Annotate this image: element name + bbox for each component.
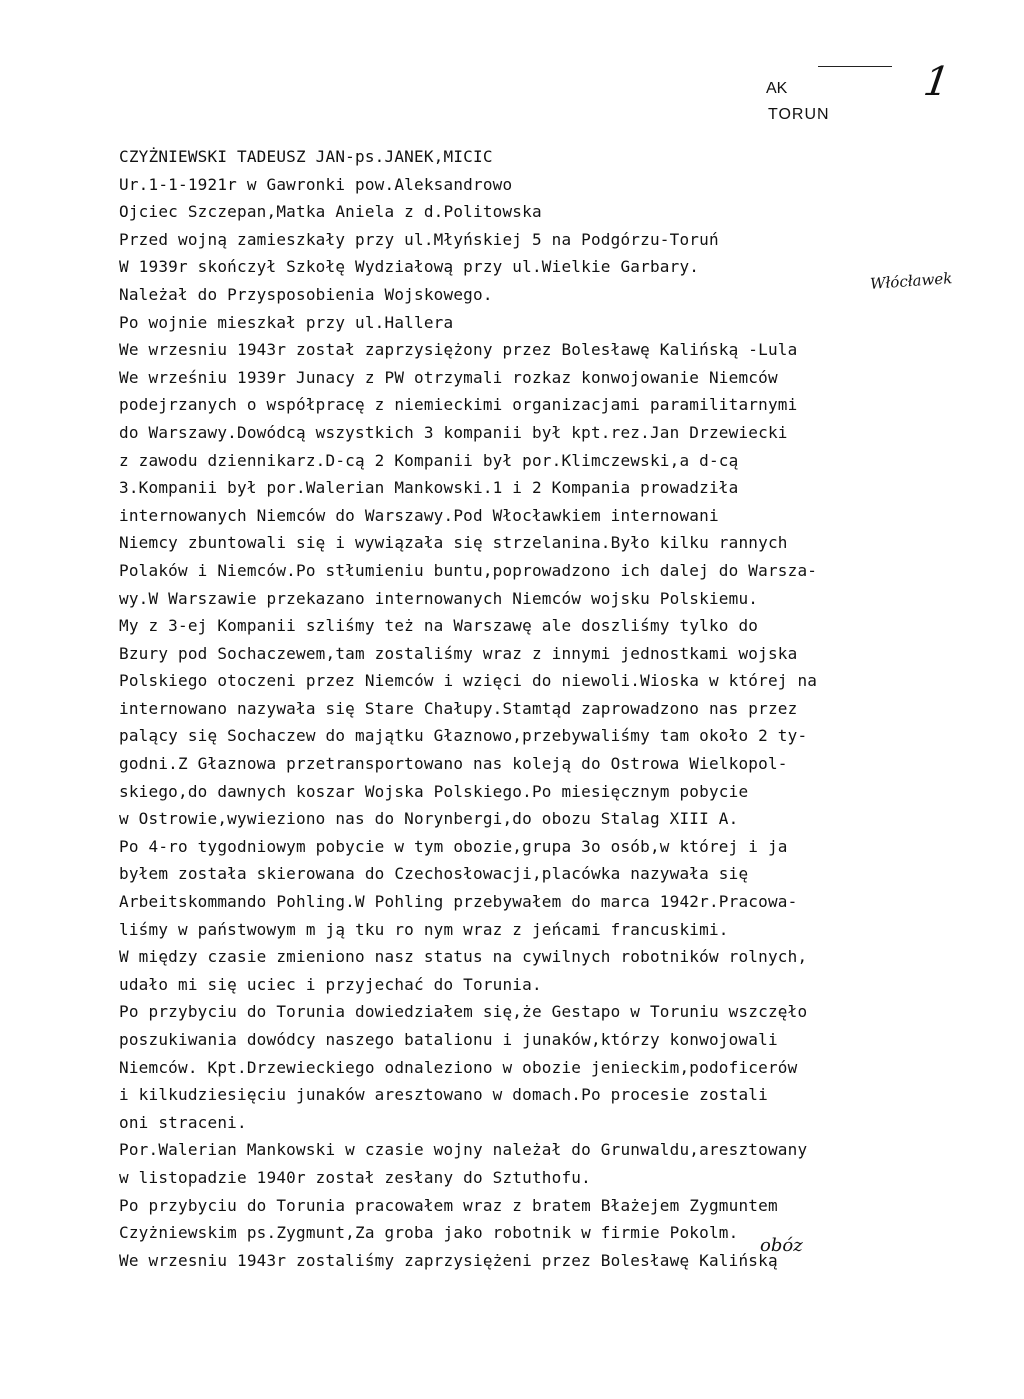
text-line: Polaków i Niemców.Po stłumieniu buntu,poprowadzono ich dalej do Warsza- [119,560,818,580]
text-line: godni.Z Głaznowa przetransportowano nas koleją do Ostrowa Wielkopol- [119,754,788,774]
text-line: 3.Kompanii był por.Walerian Mankowski.1 i 2 Kompania prowadziła [119,478,739,498]
text-line: Czyżniewskim ps.Zygmunt,Za groba jako robotnik w firmie Pokolm. [119,1223,739,1243]
text-line: poszukiwania dowódcy naszego batalionu i junaków,którzy konwojowali [119,1030,778,1049]
text-line: Po wojnie mieszkał przy ul.Hallera [119,312,454,332]
archive-mark: AK [766,80,788,97]
text-line: Bzury pod Sochaczewem,tam zostaliśmy wraz z innymi jednostkami wojska [119,643,798,663]
text-line: palący się Sochaczew do majątku Głaznowo,przebywaliśmy tam około 2 ty- [119,726,808,746]
text-line: W między czasie zmieniono nasz status na cywilnych robotników rolnych, [119,947,808,967]
text-line: Po przybyciu do Torunia pracowałem wraz z bratem Błażejem Zygmuntem [119,1195,778,1215]
archive-location: TORUN [768,106,830,123]
text-line: w listopadzie 1940r został zesłany do Sztuthofu. [119,1167,591,1187]
text-line: udało mi się uciec i przyjechać do Torunia. [119,974,542,994]
text-line: My z 3-ej Kompanii szliśmy też na Warszawę ale doszliśmy tylko do [119,616,759,636]
text-line: Po 4-ro tygodniowym pobycie w tym obozie,grupa 3o osób,w której i ja [119,836,788,856]
text-line: internowano nazywała się Stare Chałupy.Stamtąd zaprowadzono nas przez [119,698,798,718]
text-line: Por.Walerian Mankowski w czasie wojny należał do Grunwaldu,aresztowany [119,1140,808,1160]
text-line: Niemcy zbuntowali się i wywiązała się strzelanina.Było kilku rannych [119,533,788,553]
text-line: z zawodu dziennikarz.D-cą 2 Kompanii był por.Klimczewski,a d-cą [119,450,739,470]
handwritten-inline-note: obóz [760,1235,803,1256]
text-line: Ur.1-1-1921r w Gawronki pow.Aleksandrowo [119,174,513,194]
text-line: We wrzesniu 1943r zostaliśmy zaprzysiężeni przez Bolesławę Kalińską [119,1250,778,1270]
text-line: Polskiego otoczeni przez Niemców i wzięci do niewoli.Wioska w której na [119,671,818,691]
text-line: w Ostrowie,wywieziono nas do Norynbergi,do obozu Stalag XIII A. [119,809,739,829]
page-number: 1 [920,59,953,105]
text-line: byłem została skierowana do Czechosłowacji,placówka nazywała się [119,864,749,884]
text-line: Ojciec Szczepan,Matka Aniela z d.Politowska [119,202,542,222]
text-line: Po przybyciu do Torunia dowiedziałem się,że Gestapo w Toruniu wszczęło [119,1002,808,1022]
text-line: oni straceni. [119,1112,247,1132]
text-line: Należał do Przysposobienia Wojskowego. [119,284,493,304]
text-line: Przed wojną zamieszkały przy ul.Młyńskiej 5 na Podgórzu-Toruń [119,229,719,249]
handwritten-margin-note: Włócławek [869,269,953,293]
typed-testimony [119,143,979,1274]
text-line: do Warszawy.Dowódcą wszystkich 3 kompanii był kpt.rez.Jan Drzewiecki [119,422,788,442]
text-line: We wrześniu 1939r Junacy z PW otrzymali rozkaz konwojowanie Niemców [119,367,778,387]
text-line: Niemców. Kpt.Drzewieckiego odnaleziono w obozie jenieckim,podoficerów [119,1057,798,1077]
text-line: Arbeitskommando Pohling.W Pohling przebywałem do marca 1942r.Pracowa- [119,892,798,912]
text-line: skiego,do dawnych koszar Wojska Polskiego.Po miesięcznym pobycie [119,781,749,801]
text-line: internowanych Niemców do Warszawy.Pod Włocławkiem internowani [119,505,719,525]
text-line: liśmy w państwowym m ją tku ro nym wraz z jeńcami francuskimi. [119,919,729,939]
text-line: podejrzanych o współpracę z niemieckimi organizacjami paramilitarnymi [119,395,798,415]
text-line: W 1939r skończył Szkołę Wydziałową przy ul.Wielkie Garbary. [119,257,700,277]
text-line: i kilkudziesięciu junaków aresztowano w domach.Po procesie zostali [119,1085,768,1105]
text-line: CZYŻNIEWSKI TADEUSZ JAN-ps.JANEK,MICIC [119,147,493,166]
text-line: We wrzesniu 1943r został zaprzysiężony przez Bolesławę Kalińską -Lula [119,340,798,360]
text-line: wy.W Warszawie przekazano internowanych Niemców wojsku Polskiemu. [119,588,759,608]
header-rule [818,66,892,67]
